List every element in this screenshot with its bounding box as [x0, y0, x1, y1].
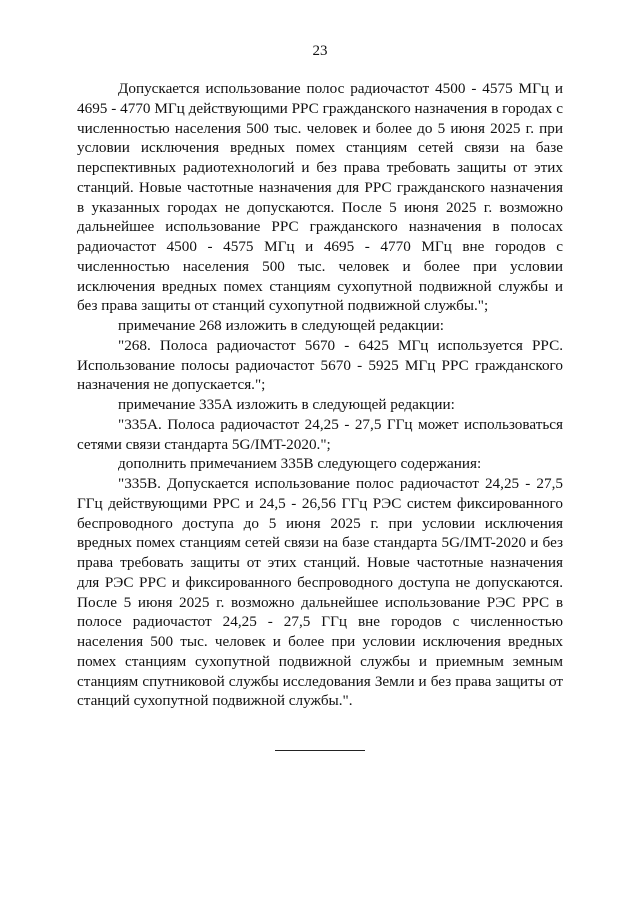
paragraph-note-268-instruction: примечание 268 изложить в следующей редакции:	[118, 317, 444, 334]
page-number: 23	[312, 43, 328, 59]
paragraph-note-335a-instruction: примечание 335А изложить в следующей редакции:	[118, 396, 455, 413]
paragraph-note-268-text: "268. Полоса радиочастот 5670 - 6425 МГц используется РРС. Использование полосы радиочастот 5670 - 5925 МГц РРС гражданского назначения не допускается.";	[77, 336, 563, 394]
document-body	[77, 79, 563, 711]
paragraph-note-335a-text: "335А. Полоса радиочастот 24,25 - 27,5 ГГц может использоваться сетями связи стандарта 5G/IMT-2020.";	[77, 415, 563, 453]
paragraph-note-335b-text: "335В. Допускается использование полос радиочастот 24,25 - 27,5 ГГц действующими РРС и 24,5 - 26,56 ГГц РЭС систем фиксированного беспроводного доступа до 5 июня 2025 г. при условии исключения вредных помех станциям сетей связи на базе стандарта 5G/IMT-2020 и без права требовать защиты от этих станций. Новые частотные назначения для РЭС РРС и фиксированного беспроводного доступа не допускаются. После 5 июня 2025 г. возможно дальнейшее использование РЭС РРС в полосе радиочастот 24,25 - 27,5 ГГц вне городов с численностью населения 500 тыс. человек и более при условии исключения вредных помех станциям сухопутной подвижной службы и приемным земным станциям спутниковой службы исследования Земли и без права защиты от станций сухопутной подвижной службы.".	[77, 475, 563, 710]
paragraph-note-335b-instruction: дополнить примечанием 335В следующего содержания:	[118, 455, 482, 473]
paragraph-4500-mhz-usage: Допускается использование полос радиочастот 4500 - 4575 МГц и 4695 - 4770 МГц действующими РРС гражданского назначения в городах с численностью населения 500 тыс. человек и более до 5 июня 2025 г. при условии исключения вредных помех станциям сетей связи на базе перспективных радиотехнологий и без права требовать защиты от этих станций. Новые частотные назначения для РРС гражданского назначения в указанных городах не допускаются. После 5 июня 2025 г. возможно дальнейшее использование РРС гражданского назначения в полосах радиочастот 4500 - 4575 МГц и 4695 - 4770 МГц вне городов с численностью населения 500 тыс. человек и более при условии исключения вредных помех станциям сухопутной подвижной службы и без права защиты от станций сухопутной подвижной службы.";	[77, 80, 563, 315]
end-of-text-rule	[275, 750, 365, 751]
